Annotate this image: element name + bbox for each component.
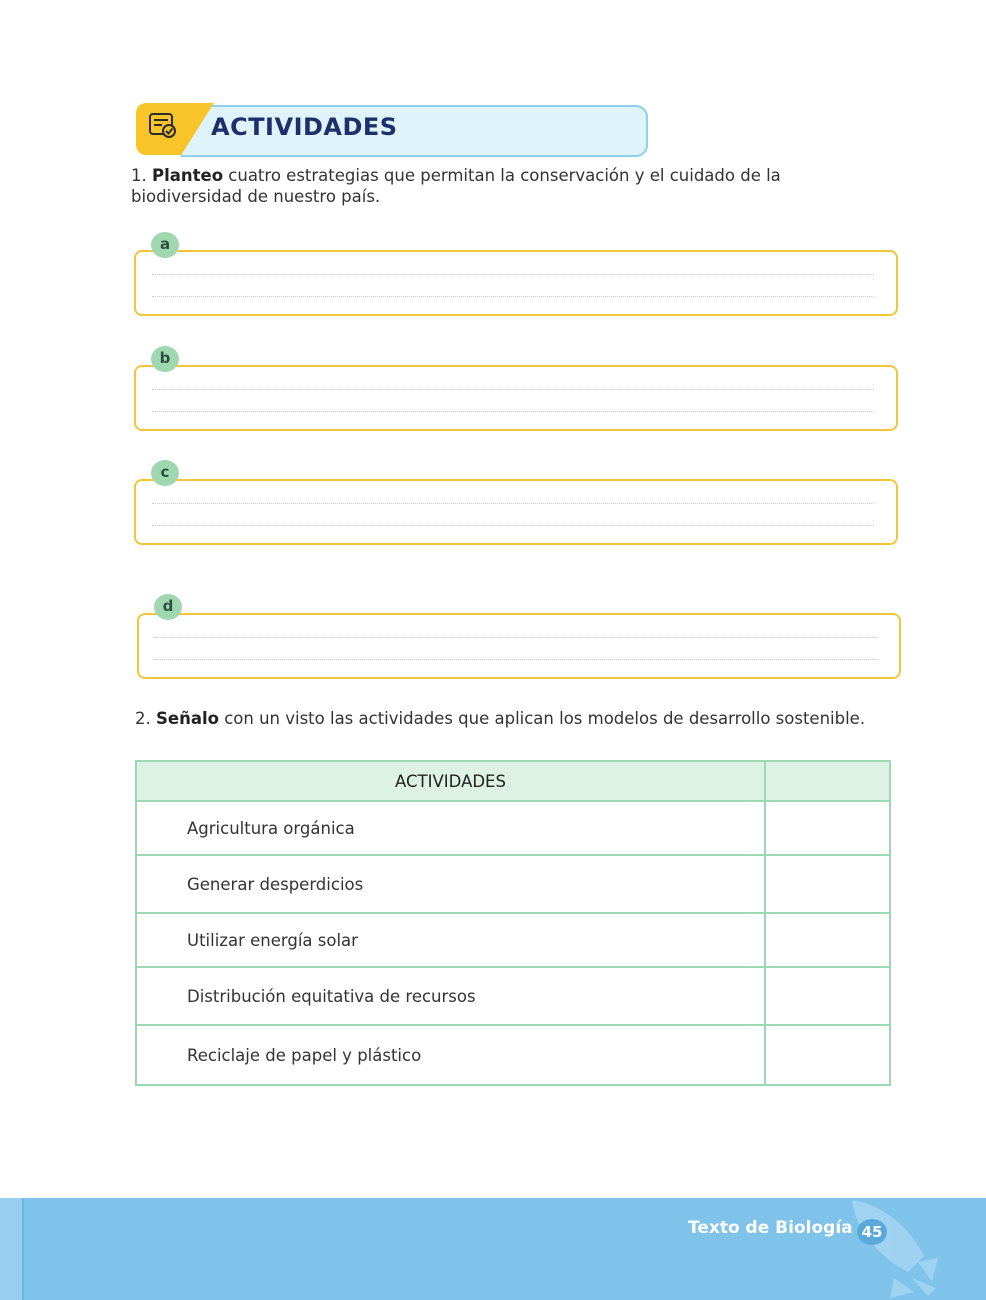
activity-name: Agricultura orgánica	[136, 801, 765, 855]
answer-box-b[interactable]	[134, 365, 898, 431]
rocket-icon	[832, 1198, 952, 1300]
activities-table	[135, 760, 891, 1086]
activity-name: Generar desperdicios	[136, 855, 765, 913]
answer-box-c[interactable]	[134, 479, 898, 545]
footer-strip	[0, 1198, 24, 1300]
table-header-check	[765, 761, 890, 801]
writing-line	[152, 525, 874, 526]
page-title: ACTIVIDADES	[211, 113, 398, 141]
question-2	[135, 708, 895, 729]
writing-line	[152, 274, 874, 275]
book-title: Texto de Biología	[688, 1218, 853, 1238]
table-row	[136, 855, 890, 913]
writing-line	[152, 411, 874, 412]
table-header-activities: ACTIVIDADES	[136, 761, 765, 801]
question-1-number: 1.	[131, 166, 147, 185]
table-header-row	[136, 761, 890, 801]
check-cell[interactable]	[765, 801, 890, 855]
question-2-number: 2.	[135, 709, 151, 728]
check-cell[interactable]	[765, 913, 890, 967]
answer-badge-a: a	[151, 232, 179, 258]
writing-line	[152, 503, 874, 504]
page-footer	[0, 1198, 986, 1300]
check-cell[interactable]	[765, 967, 890, 1025]
table-row	[136, 801, 890, 855]
question-2-text: con un visto las actividades que aplican los modelos de desarrollo sostenible.	[218, 709, 866, 728]
answer-box-a[interactable]	[134, 250, 898, 316]
activities-banner	[136, 103, 648, 155]
check-cell[interactable]	[765, 1025, 890, 1085]
notepad-check-icon	[146, 109, 178, 141]
table-row	[136, 1025, 890, 1085]
answer-box-d[interactable]	[137, 613, 901, 679]
question-1-verb: Planteo	[152, 166, 224, 185]
table-row	[136, 967, 890, 1025]
writing-line	[152, 296, 874, 297]
writing-line	[155, 659, 877, 660]
answer-badge-c: c	[151, 460, 179, 486]
activity-name: Distribución equitativa de recursos	[136, 967, 765, 1025]
page-number: 45	[857, 1219, 887, 1245]
answer-badge-b: b	[151, 346, 179, 372]
answer-badge-d: d	[154, 594, 182, 620]
question-1	[131, 165, 897, 207]
writing-line	[155, 637, 877, 638]
check-cell[interactable]	[765, 855, 890, 913]
activity-name: Reciclaje de papel y plástico	[136, 1025, 765, 1085]
table-row	[136, 913, 890, 967]
writing-line	[152, 389, 874, 390]
question-2-verb: Señalo	[156, 709, 219, 728]
question-1-text: cuatro estrategias que permitan la conservación y el cuidado de la biodiversidad de nuestro país.	[131, 166, 781, 206]
activity-name: Utilizar energía solar	[136, 913, 765, 967]
